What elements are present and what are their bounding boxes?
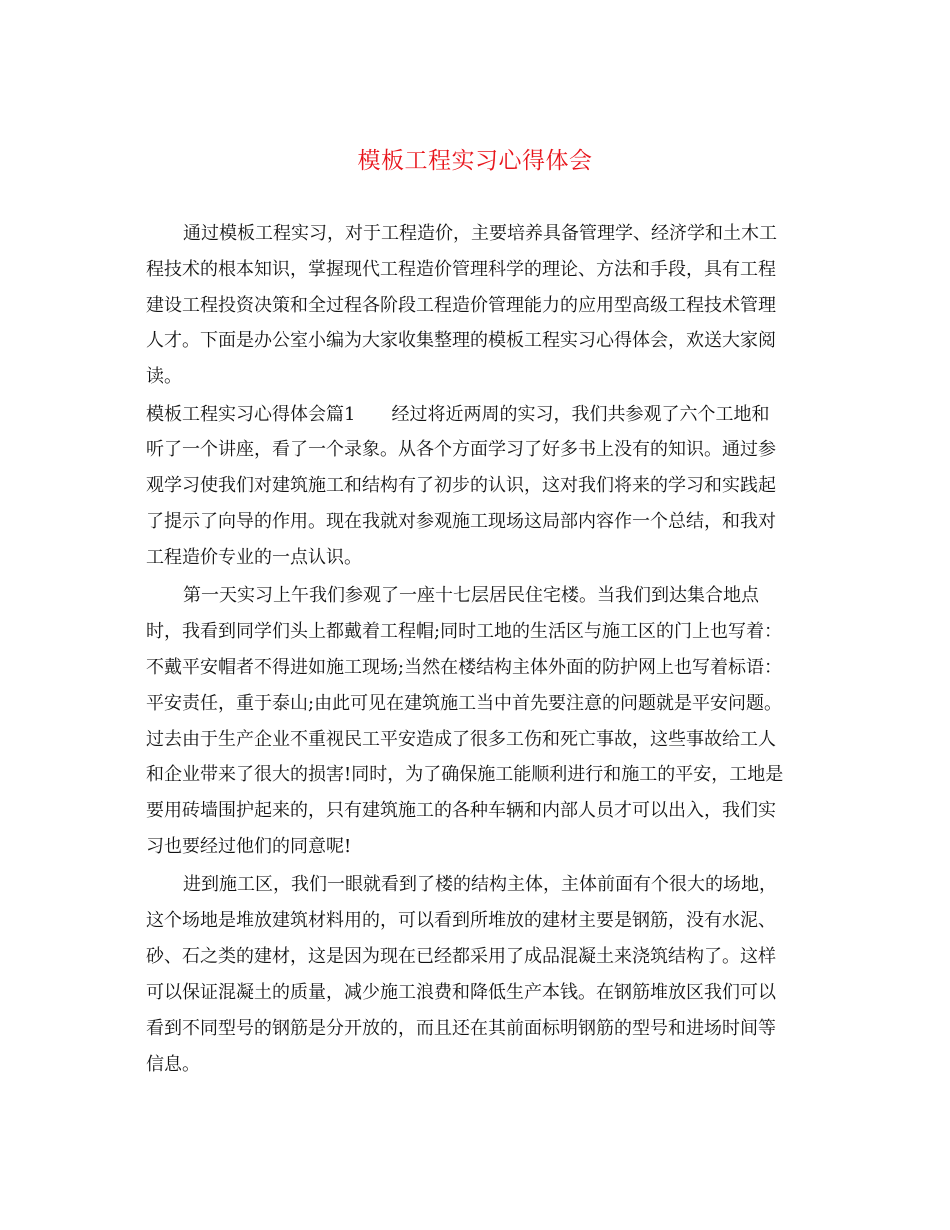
paragraph-line: 读。: [146, 366, 182, 387]
paragraph-line: 进到施工区，我们一眼就看到了楼的结构主体，主体前面有个很大的场地，: [183, 874, 777, 895]
paragraph-line: 和企业带来了很大的损害!同时，为了确保施工能顺利进行和施工的平安，工地是: [146, 764, 784, 785]
paragraph-line: 模板工程实习心得体会篇1 经过将近两周的实习，我们共参观了六个工地和: [146, 404, 770, 425]
paragraph-line: 习也要经过他们的同意呢!: [146, 836, 352, 857]
paragraph-line: 工程造价专业的一点认识。: [146, 547, 362, 568]
paragraph-line: 不戴平安帽者不得进如施工现场;当然在楼结构主体外面的防护网上也写着标语：: [146, 657, 783, 678]
paragraph-line: 第一天实习上午我们参观了一座十七层居民住宅楼。当我们到达集合地点: [183, 585, 759, 606]
paragraph-line: 观学习使我们对建筑施工和结构有了初步的认识，这对我们将来的学习和实践起: [146, 475, 776, 496]
paragraph-line: 听了一个讲座，看了一个录象。从各个方面学习了好多书上没有的知识。通过参: [146, 439, 776, 460]
paragraph-line: 人才。下面是办公室小编为大家收集整理的模板工程实习心得体会，欢送大家阅: [146, 330, 776, 351]
paragraph-line: 平安责任，重于泰山;由此可见在建筑施工当中首先要注意的问题就是平安问题。: [146, 693, 783, 714]
paragraph-line: 看到不同型号的钢筋是分开放的，而且还在其前面标明钢筋的型号和进场时间等: [146, 1018, 776, 1039]
paragraph-line: 建设工程投资决策和全过程各阶段工程造价管理能力的应用型高级工程技术管理: [146, 295, 776, 316]
paragraph-line: 程技术的根本知识，掌握现代工程造价管理科学的理论、方法和手段，具有工程: [146, 259, 776, 280]
paragraph-line: 通过模板工程实习，对于工程造价，主要培养具备管理学、经济学和土木工: [183, 223, 777, 244]
paragraph-line: 时，我看到同学们头上都戴着工程帽;同时工地的生活区与施工区的门上也写着：: [146, 621, 783, 642]
paragraph-line: 过去由于生产企业不重视民工平安造成了很多工伤和死亡事故，这些事故给工人: [146, 729, 776, 750]
paragraph-line: 信息。: [146, 1054, 200, 1075]
paragraph-line: 要用砖墙围护起来的，只有建筑施工的各种车辆和内部人员才可以出入，我们实: [146, 800, 776, 821]
document-title: 模板工程实习心得体会: [357, 148, 593, 174]
paragraph-line: 了提示了向导的作用。现在我就对参观施工现场这局部内容作一个总结，和我对: [146, 511, 776, 532]
paragraph-line: 砂、石之类的建材，这是因为现在已经都采用了成品混凝土来浇筑结构了。这样: [146, 946, 776, 967]
paragraph-line: 可以保证混凝土的质量，减少施工浪费和降低生产本钱。在钢筋堆放区我们可以: [146, 982, 776, 1003]
paragraph-line: 这个场地是堆放建筑材料用的，可以看到所堆放的建材主要是钢筋，没有水泥、: [146, 910, 776, 931]
